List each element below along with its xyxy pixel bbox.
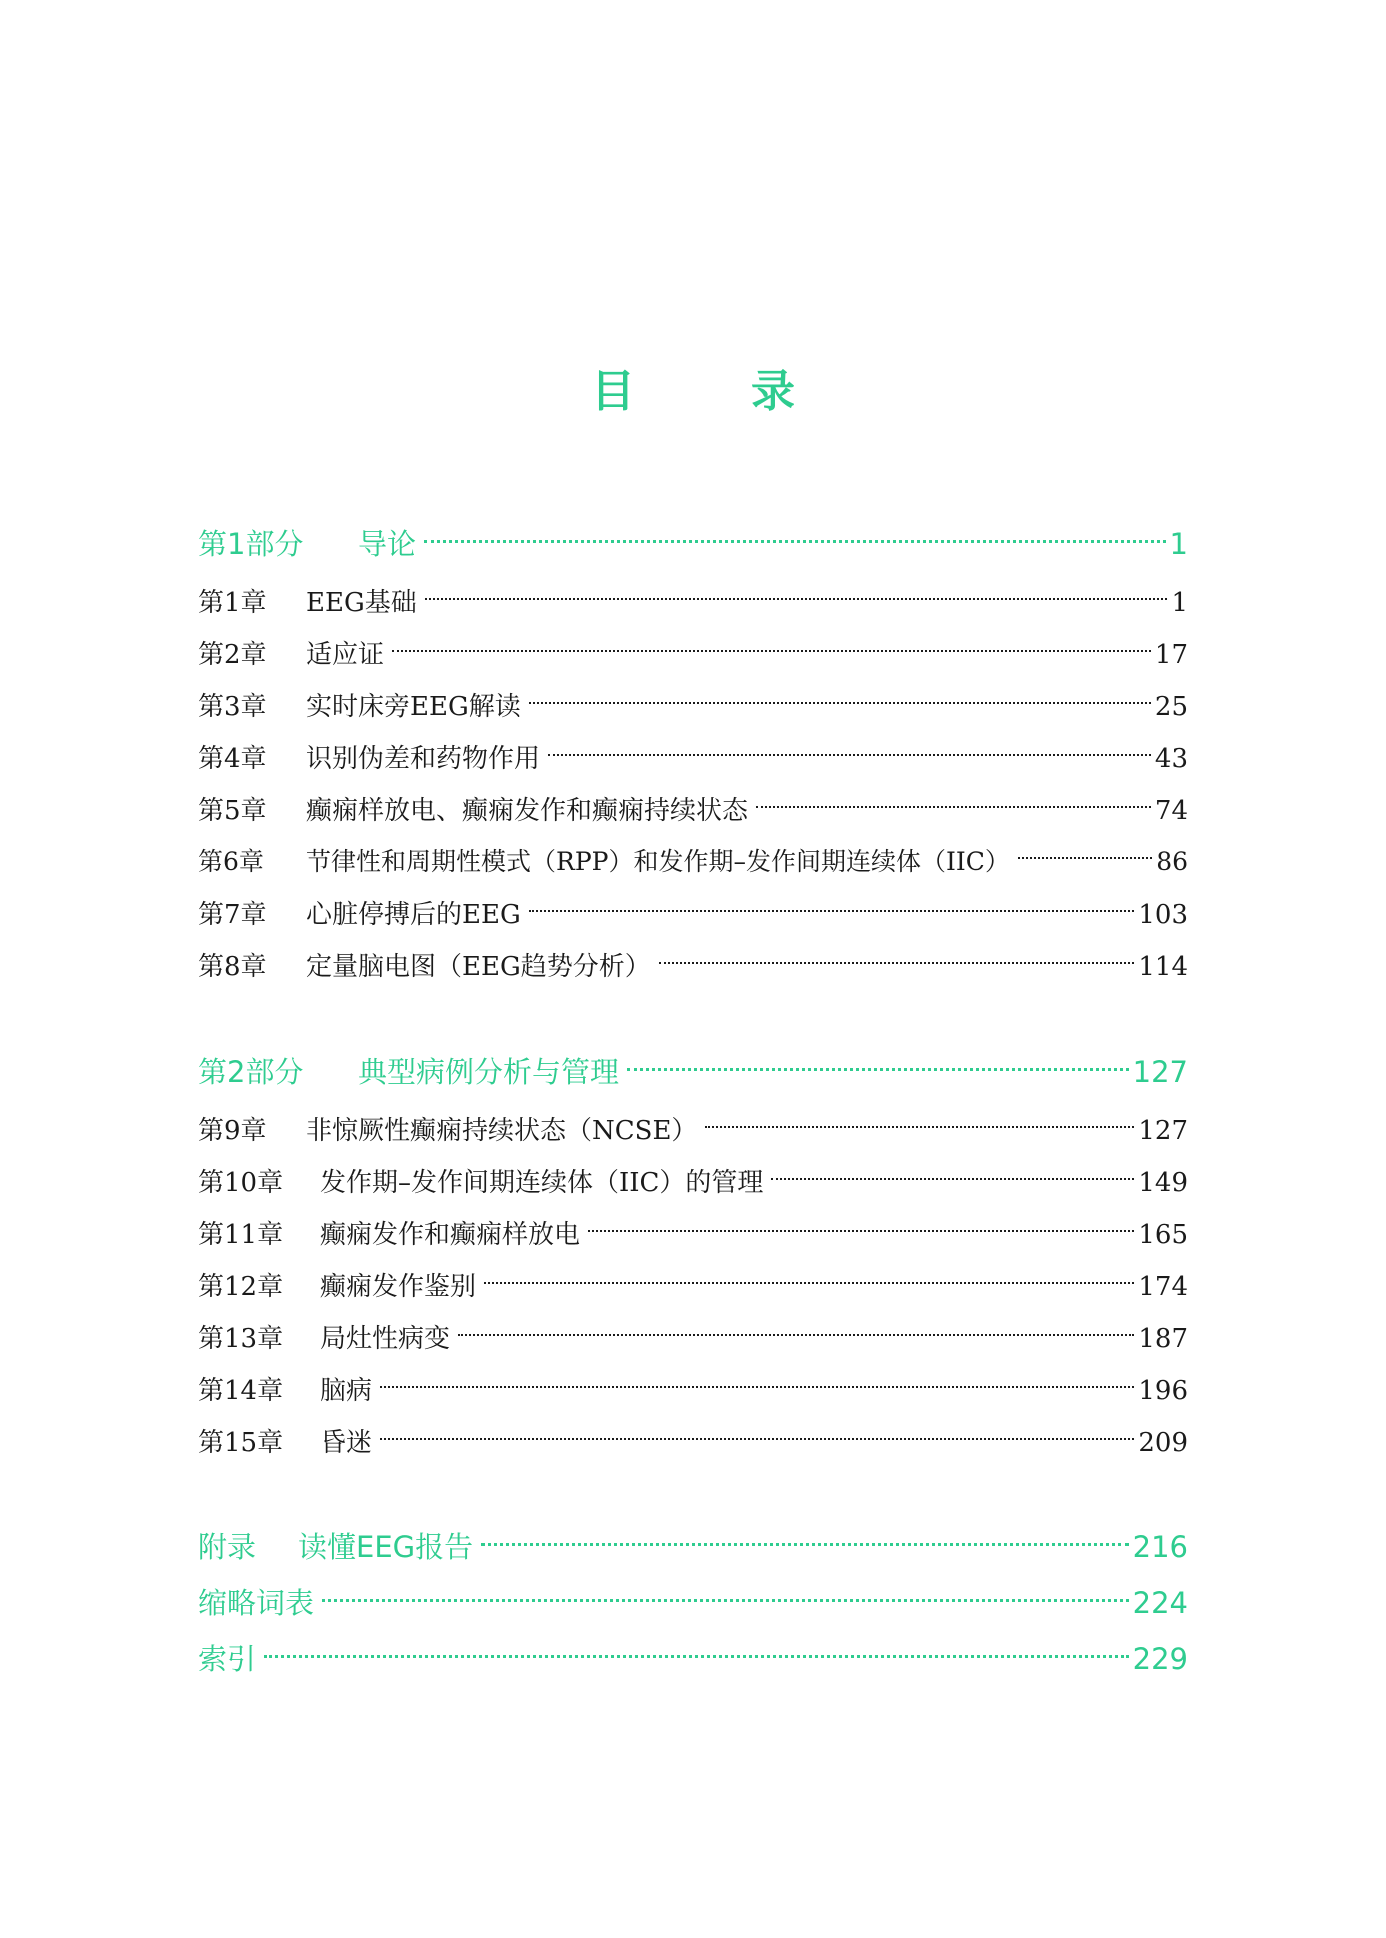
dot-leader (529, 910, 1135, 916)
toc-chapter-12[interactable] (198, 1266, 1188, 1303)
chapter-label: 第2章 (198, 640, 267, 670)
page-number: 216 (1132, 1530, 1188, 1564)
dot-leader (548, 754, 1151, 760)
page-number: 224 (1132, 1586, 1188, 1620)
part-title: 读懂EEG报告 (298, 1530, 474, 1564)
dot-leader (481, 1543, 1129, 1549)
toc-chapter-5[interactable] (198, 790, 1188, 827)
page-number: 127 (1132, 1055, 1188, 1089)
chapter-title: 非惊厥性癫痫持续状态（NCSE） (306, 1116, 698, 1146)
dot-leader (380, 1438, 1134, 1444)
dot-leader (588, 1230, 1134, 1236)
part-title: 索引 (198, 1642, 257, 1676)
toc-chapter-8[interactable] (198, 946, 1188, 983)
dot-leader (484, 1282, 1134, 1288)
part-title: 导论 (358, 527, 417, 561)
chapter-title: 节律性和周期性模式（RPP）和发作期–发作间期连续体（IIC） (306, 847, 1010, 876)
page-number: 174 (1138, 1272, 1188, 1302)
chapter-title: 癫痫发作鉴别 (320, 1272, 477, 1302)
toc-index[interactable] (198, 1637, 1188, 1678)
chapter-title: 局灶性病变 (320, 1324, 451, 1354)
chapter-title: 定量脑电图（EEG趋势分析） (306, 952, 651, 982)
chapter-label: 第11章 (198, 1220, 284, 1250)
dot-leader (322, 1599, 1129, 1605)
chapter-title: 脑病 (320, 1376, 373, 1406)
chapter-title: 癫痫发作和癫痫样放电 (320, 1220, 581, 1250)
toc-chapter-14[interactable] (198, 1370, 1188, 1407)
chapter-label: 第14章 (198, 1376, 284, 1406)
chapter-title: EEG基础 (306, 588, 417, 618)
toc-chapter-2[interactable] (198, 634, 1188, 671)
dot-leader (705, 1126, 1134, 1132)
toc-part-1[interactable] (198, 522, 1188, 563)
toc-chapter-15[interactable] (198, 1422, 1188, 1459)
toc-chapter-6[interactable] (198, 842, 1188, 878)
chapter-label: 第13章 (198, 1324, 284, 1354)
toc-chapter-9[interactable] (198, 1110, 1188, 1147)
chapter-title: 昏迷 (320, 1428, 373, 1458)
toc-part-2[interactable] (198, 1050, 1188, 1091)
chapter-label: 第9章 (198, 1116, 267, 1146)
page-number: 187 (1138, 1324, 1188, 1354)
page-title: 目 录 (591, 366, 831, 417)
toc-chapter-4[interactable] (198, 738, 1188, 775)
chapter-label: 第4章 (198, 744, 267, 774)
page-number: 43 (1154, 744, 1188, 774)
toc-chapter-7[interactable] (198, 894, 1188, 931)
dot-leader (392, 650, 1151, 656)
dot-leader (529, 702, 1151, 708)
dot-leader (771, 1178, 1134, 1184)
part-title: 典型病例分析与管理 (358, 1055, 620, 1089)
page-number: 209 (1138, 1428, 1188, 1458)
toc-chapter-11[interactable] (198, 1214, 1188, 1251)
dot-leader (264, 1655, 1129, 1661)
chapter-label: 第5章 (198, 796, 267, 826)
dot-leader (627, 1068, 1129, 1074)
toc-abbreviations[interactable] (198, 1581, 1188, 1622)
dot-leader (425, 598, 1168, 604)
chapter-label: 第10章 (198, 1168, 284, 1198)
toc-chapter-13[interactable] (198, 1318, 1188, 1355)
page-number: 25 (1154, 692, 1188, 722)
chapter-label: 第15章 (198, 1428, 284, 1458)
chapter-title: 识别伪差和药物作用 (306, 744, 541, 774)
toc-chapter-10[interactable] (198, 1162, 1188, 1199)
page-number: 229 (1132, 1642, 1188, 1676)
chapter-label: 第8章 (198, 952, 267, 982)
part-label: 第1部分 (198, 527, 304, 561)
toc-chapter-3[interactable] (198, 686, 1188, 723)
chapter-label: 第12章 (198, 1272, 284, 1302)
chapter-title: 适应证 (306, 640, 385, 670)
dot-leader (424, 540, 1166, 546)
page-number: 114 (1138, 952, 1188, 982)
chapter-title: 实时床旁EEG解读 (306, 692, 521, 722)
chapter-label: 第6章 (198, 847, 264, 876)
chapter-label: 第7章 (198, 900, 267, 930)
chapter-title: 心脏停搏后的EEG (306, 900, 521, 930)
page-number: 127 (1138, 1116, 1188, 1146)
chapter-label: 第3章 (198, 692, 267, 722)
dot-leader (659, 962, 1135, 968)
page-number: 149 (1138, 1168, 1188, 1198)
page-number: 103 (1138, 900, 1188, 930)
chapter-title: 癫痫样放电、癫痫发作和癫痫持续状态 (306, 796, 749, 826)
page-number: 165 (1138, 1220, 1188, 1250)
part-title: 缩略词表 (198, 1586, 315, 1620)
dot-leader (1018, 857, 1152, 863)
part-label: 第2部分 (198, 1055, 304, 1089)
toc-chapter-1[interactable] (198, 582, 1188, 619)
part-label: 附录 (198, 1530, 257, 1564)
chapter-label: 第1章 (198, 588, 267, 618)
page-number: 86 (1156, 847, 1188, 876)
dot-leader (756, 806, 1151, 812)
chapter-title: 发作期–发作间期连续体（IIC）的管理 (320, 1168, 764, 1198)
page-number: 196 (1138, 1376, 1188, 1406)
page-number: 17 (1154, 640, 1188, 670)
page-number: 1 (1169, 527, 1188, 561)
dot-leader (380, 1386, 1134, 1392)
page-number: 74 (1154, 796, 1188, 826)
toc-appendix[interactable] (198, 1525, 1188, 1566)
page-number: 1 (1171, 588, 1188, 618)
dot-leader (458, 1334, 1134, 1340)
